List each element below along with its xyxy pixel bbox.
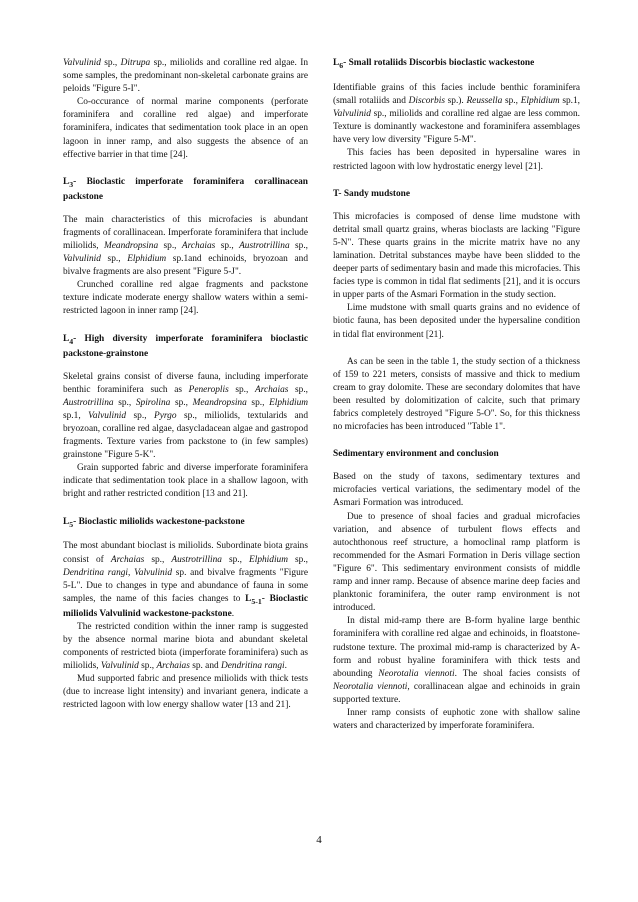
paragraph: Identifiable grains of this facies include benthic foraminifera (small rotaliids and Discorbis sp.). Reussella sp., Elphidium sp.1, Valvulinid sp., miliolids and coralline red algae are less common. Texture is dominantly wackestone and foraminifera assemblages have very low diversity "Figure 5-M". (333, 82, 580, 146)
paragraph: The most abundant bioclast is miliolids. Subordinate biota grains consist of Archaias sp., Austrotrillina sp., Elphidium sp., Dendritina rangi, Valvulinid sp. and bivalve fragments "Figure 5-L". Due to changes in type and abundance of fauna in some samples, the name of this facies changes to $L_{5-1}-$ Bioclastic miliolids Valvulinid wackestone-packstone. (63, 541, 309, 619)
section-heading-t: T- Sandy mudstone (333, 188, 411, 199)
paragraph: Based on the study of taxons, sedimentary textures and microfacies vertical variations, the sedimentary model of the Asmari Formation was introduced. (333, 472, 580, 509)
section-heading-l5: $L_5-$ Bioclastic miliolids wackestone-packstone (63, 516, 245, 529)
section-heading-l4: $L_4-$ High diversity imperforate foraminifera bioclastic packstone-grainstone (63, 333, 308, 359)
right-column (333, 57, 580, 733)
paragraph: This facies has been deposited in hypersaline wares in restricted lagoon with low hydrostatic energy level [21]. (333, 148, 580, 172)
section-heading-l3: $L_3-$ Bioclastic imperforate foraminifera corallinacean packstone (63, 176, 308, 202)
paragraph: Co-occurance of normal marine components (perforate foraminifera and coralline red algae) and imperforate foraminifera, indicates that sedimentation took place in an open lagoon in inner ramp, and also suggests the absence of an effective barrier in that time [24]. (63, 97, 308, 160)
paragraph: Valvulinid sp., Ditrupa sp., miliolids and coralline red algae. In some samples, the predominant non-skeletal carbonate grains are peloids "Figure 5-I". (63, 58, 308, 95)
paragraph: The main characteristics of this microfacies is abundant fragments of corallinacean. Imperforate foraminifera that include miliolids, Meandropsina sp., Archaias sp., Austrotrillina sp., Valvulinid sp., Elphidium sp.1and echinoids, bryozoan and bivalve fragments are also present "Figure 5-J". (63, 214, 309, 278)
paragraph: As can be seen in the table 1, the study section of a thickness of 159 to 221 meters, consists of massive and thick to medium cream to gray dolomite. These are secondary dolomites that have been resulted by dolomitization of calcite, such that primary fabrics completely destroyed "Figure 5-O". So, for this thickness no microfacies has been introduced "Table 1". (333, 356, 580, 433)
facies-name-l5-1: $L_{5-1}-$ Bioclastic miliolids Valvulinid wackestone-packstone (63, 593, 308, 619)
paragraph: The restricted condition within the inner ramp is suggested by the absence normal marine biota and abundant skeletal components of restricted biota (imperforate foraminifera) such as miliolids, Valvulinid sp., Archaias sp. and Dendritina rangi. (63, 621, 308, 672)
left-column (63, 57, 308, 713)
section-heading-sedimentary: Sedimentary environment and conclusion (333, 449, 499, 460)
paragraph: Due to presence of shoal facies and gradual microfacies variation, and absence of turbulent flows effects and autochthonous reef structure, a homoclinal ramp platform is recommended for the Asmari Formation in Deris village section "Figure 6". This sedimentary environment consists of middle ramp and inner ramp. Because of absence marine deep facies and planktonic foraminifera, the outer ramp environment is not introduced. (333, 511, 580, 614)
paragraph: Inner ramp consists of euphotic zone with shallow saline waters and characterized by imperforate foraminifera. (333, 707, 580, 732)
paragraph: Crunched coralline red algae fragments and packstone texture indicate moderate energy shallow waters within a semi-restricted lagoon in inner ramp [24]. (63, 280, 308, 317)
paragraph: Lime mudstone with small quarts grains and no evidence of biotic fauna, has been deposited under the hypersaline condition in tidal flat environment [21]. (333, 303, 580, 340)
paragraph: This microfacies is composed of dense lime mudstone with detrital small quartz grains, wheras bioclasts are lacking "Figure 5-N". These quarts grains in the micrite matrix have no any lamination. Detrital substances maybe have been slidded to the deeper parts of sedimentary basin and made this microfacies. This facies type is common in tidal flat sediments [21], and it is occurs in upper parts of the Asmari Formation in the study section. (333, 211, 580, 301)
paragraph: Mud supported fabric and presence miliolids with thick tests (due to increase light intensity) and invariant genera, indicate a restricted lagoon with low energy shallow water [13 and 21]. (63, 674, 308, 711)
paragraph: Skeletal grains consist of diverse fauna, including imperforate benthic foraminifera such as Peneroplis sp., Archaias sp., Austrotrillina sp., Spirolina sp., Meandropsina sp., Elphidium sp.1, Valvulinid sp., Pyrgo sp., miliolids, textularids and bryozoan, coralline red algae, dasycladacean algae and gastropod fragments. Texture varies from packstone to (in few samples) grainstone "Figure 5-K". (63, 371, 309, 461)
section-heading-l6: $L_6-$ Small rotaliids Discorbis bioclastic wackestone (333, 58, 535, 70)
paragraph: Grain supported fabric and diverse imperforate foraminifera indicate that sedimentation took place in a shallow lagoon, with bright and rather restricted condition [13 and 21]. (63, 463, 308, 500)
paragraph: In distal mid-ramp there are B-form hyaline large benthic foraminifera with coralline red algae and echinoids, in floatstone-rudstone texture. The proximal mid-ramp is characterized by A-form and robust hyaline foraminifera with thick tests and abounding Neorotalia viennoti. The shoal facies consists of Neorotalia viennoti, corallinacean algae and echinoids in grain supported texture. (333, 616, 580, 705)
page-number: 4 (316, 834, 322, 846)
